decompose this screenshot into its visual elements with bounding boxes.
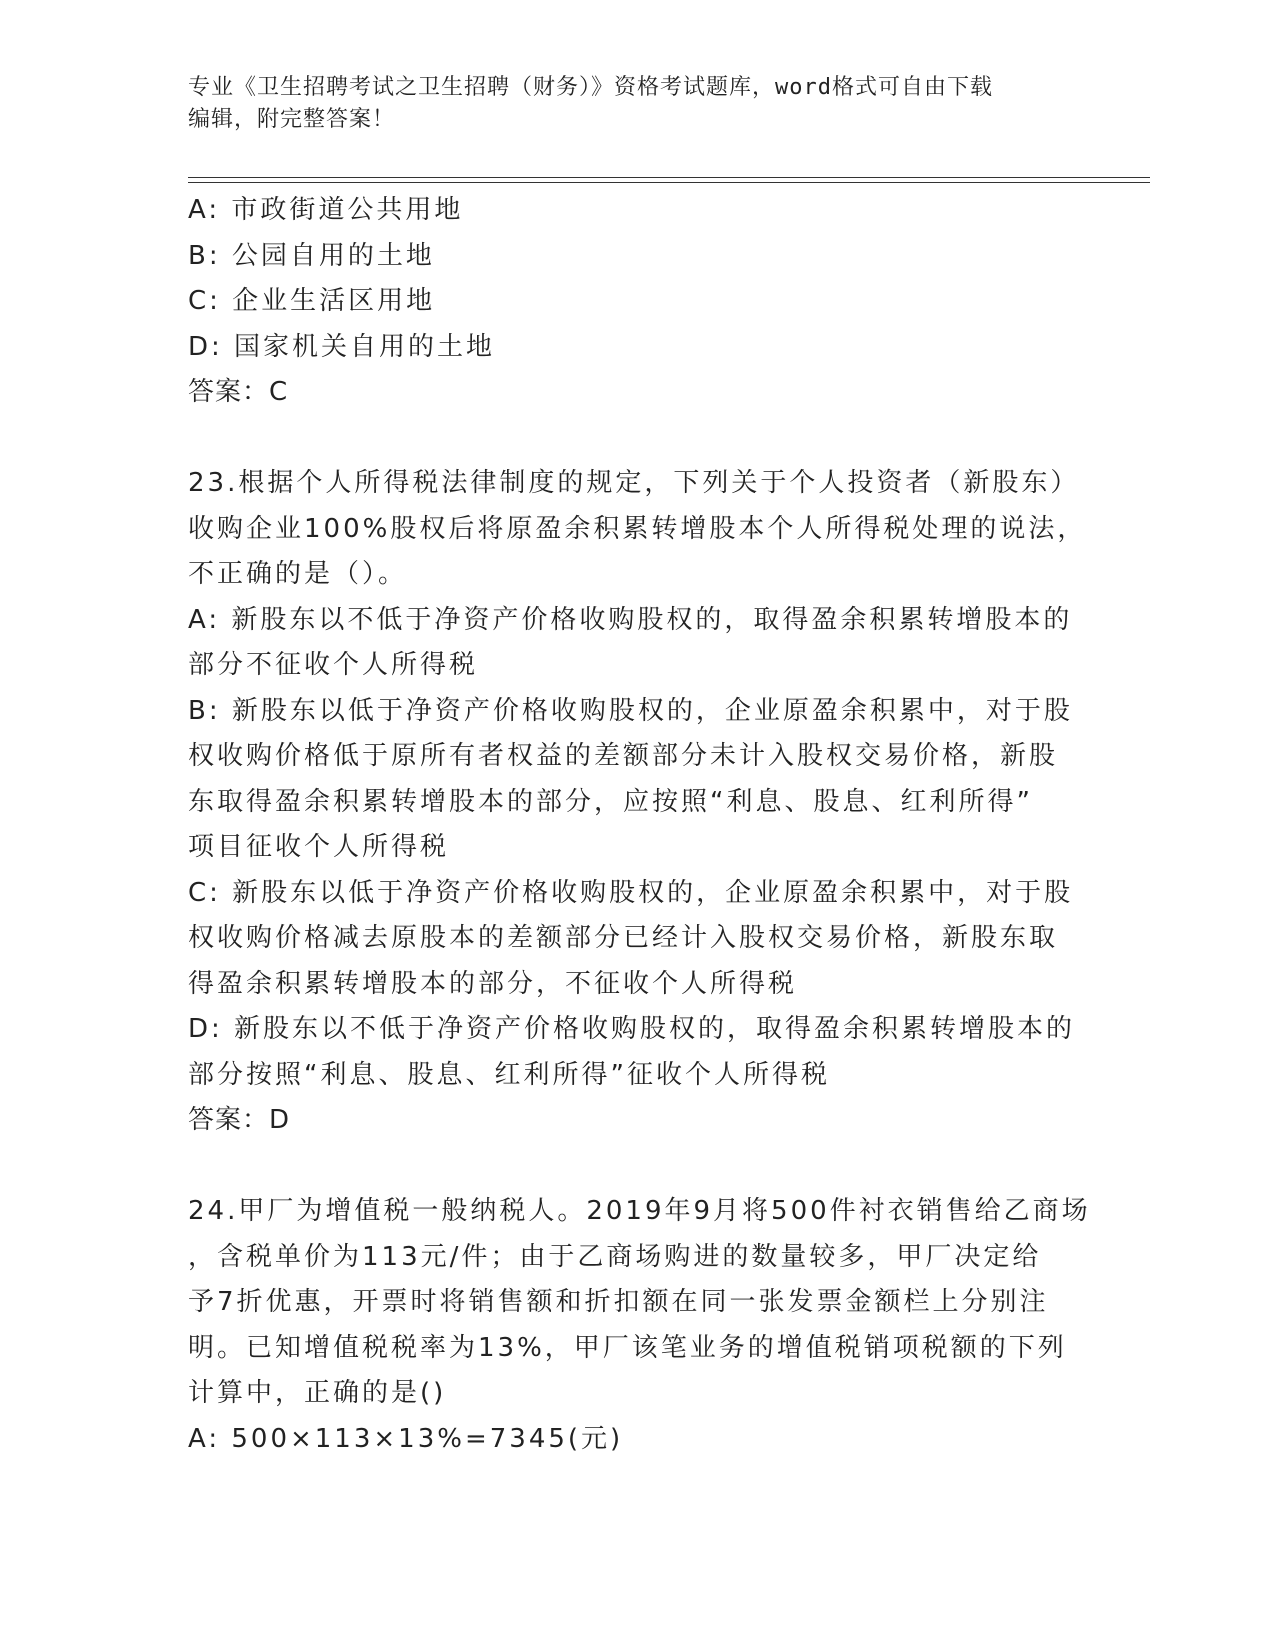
page-header (188, 72, 1068, 136)
stem-line: 24.甲厂为增值税一般纳税人。2019年9月将500件衬衣销售给乙商场 (188, 1196, 1091, 1226)
header-line-2: 编辑，附完整答案！ (188, 107, 396, 132)
option-line: 东取得盈余积累转增股本的部分，应按照“利息、股息、红利所得” (188, 786, 1033, 817)
question-24 (188, 1189, 1091, 1462)
stem-line: 不正确的是（）。 (188, 559, 408, 589)
option-b: B: 公园自用的土地 (188, 240, 435, 271)
header-rule-top (188, 177, 1150, 178)
answer: 答案：D (188, 1105, 291, 1135)
answer: 答案：C (188, 377, 289, 407)
stem-line: 收购企业100%股权后将原盈余积累转增股本个人所得税处理的说法， (188, 513, 1087, 544)
question-23 (188, 461, 1088, 1144)
option-b (188, 689, 1088, 871)
option-line: 部分按照“利息、股息、红利所得”征收个人所得税 (188, 1059, 830, 1090)
spacer (188, 416, 1088, 462)
option-line: D: 新股东以不低于净资产价格收购股权的，取得盈余积累转增股本的 (188, 1014, 1076, 1044)
header-line-1: 专业《卫生招聘考试之卫生招聘（财务）》资格考试题库，word格式可自由下载 (188, 75, 993, 100)
stem-line: ，含税单价为113元/件；由于乙商场购进的数量较多，甲厂决定给 (188, 1241, 1042, 1272)
question-stem (188, 1189, 1091, 1417)
option-a: A: 市政街道公共用地 (188, 195, 464, 225)
option-line: 部分不征收个人所得税 (188, 650, 479, 680)
document-body (188, 188, 1091, 1462)
option-c (188, 871, 1088, 1008)
option-d: D: 国家机关自用的土地 (188, 331, 496, 362)
option-c: C: 企业生活区用地 (188, 286, 436, 316)
question-22 (188, 188, 1088, 416)
option-line: B: 新股东以低于净资产价格收购股权的，企业原盈余积累中，对于股 (188, 695, 1073, 726)
stem-line: 予7折优惠，开票时将销售额和折扣额在同一张发票金额栏上分别注 (188, 1287, 1049, 1317)
question-stem (188, 461, 1088, 598)
option-a (188, 598, 1088, 689)
option-a: A: 500×113×13%=7345(元) (188, 1423, 624, 1454)
option-line: 得盈余积累转增股本的部分，不征收个人所得税 (188, 968, 798, 999)
option-line: C: 新股东以低于净资产价格收购股权的，企业原盈余积累中，对于股 (188, 877, 1074, 908)
spacer (188, 1144, 1088, 1190)
option-line: 项目征收个人所得税 (188, 832, 450, 862)
stem-line: 23.根据个人所得税法律制度的规定，下列关于个人投资者（新股东） (188, 468, 1080, 498)
stem-line: 计算中，正确的是() (188, 1378, 447, 1408)
option-line: 权收购价格低于原所有者权益的差额部分未计入股权交易价格，新股 (188, 741, 1059, 771)
option-d (188, 1007, 1088, 1098)
option-line: A: 新股东以不低于净资产价格收购股权的，取得盈余积累转增股本的 (188, 604, 1073, 635)
header-rule-bottom (188, 182, 1150, 183)
stem-line: 明。已知增值税税率为13%，甲厂该笔业务的增值税销项税额的下列 (188, 1332, 1067, 1363)
option-line: 权收购价格减去原股本的差额部分已经计入股权交易价格，新股东取 (188, 923, 1059, 953)
